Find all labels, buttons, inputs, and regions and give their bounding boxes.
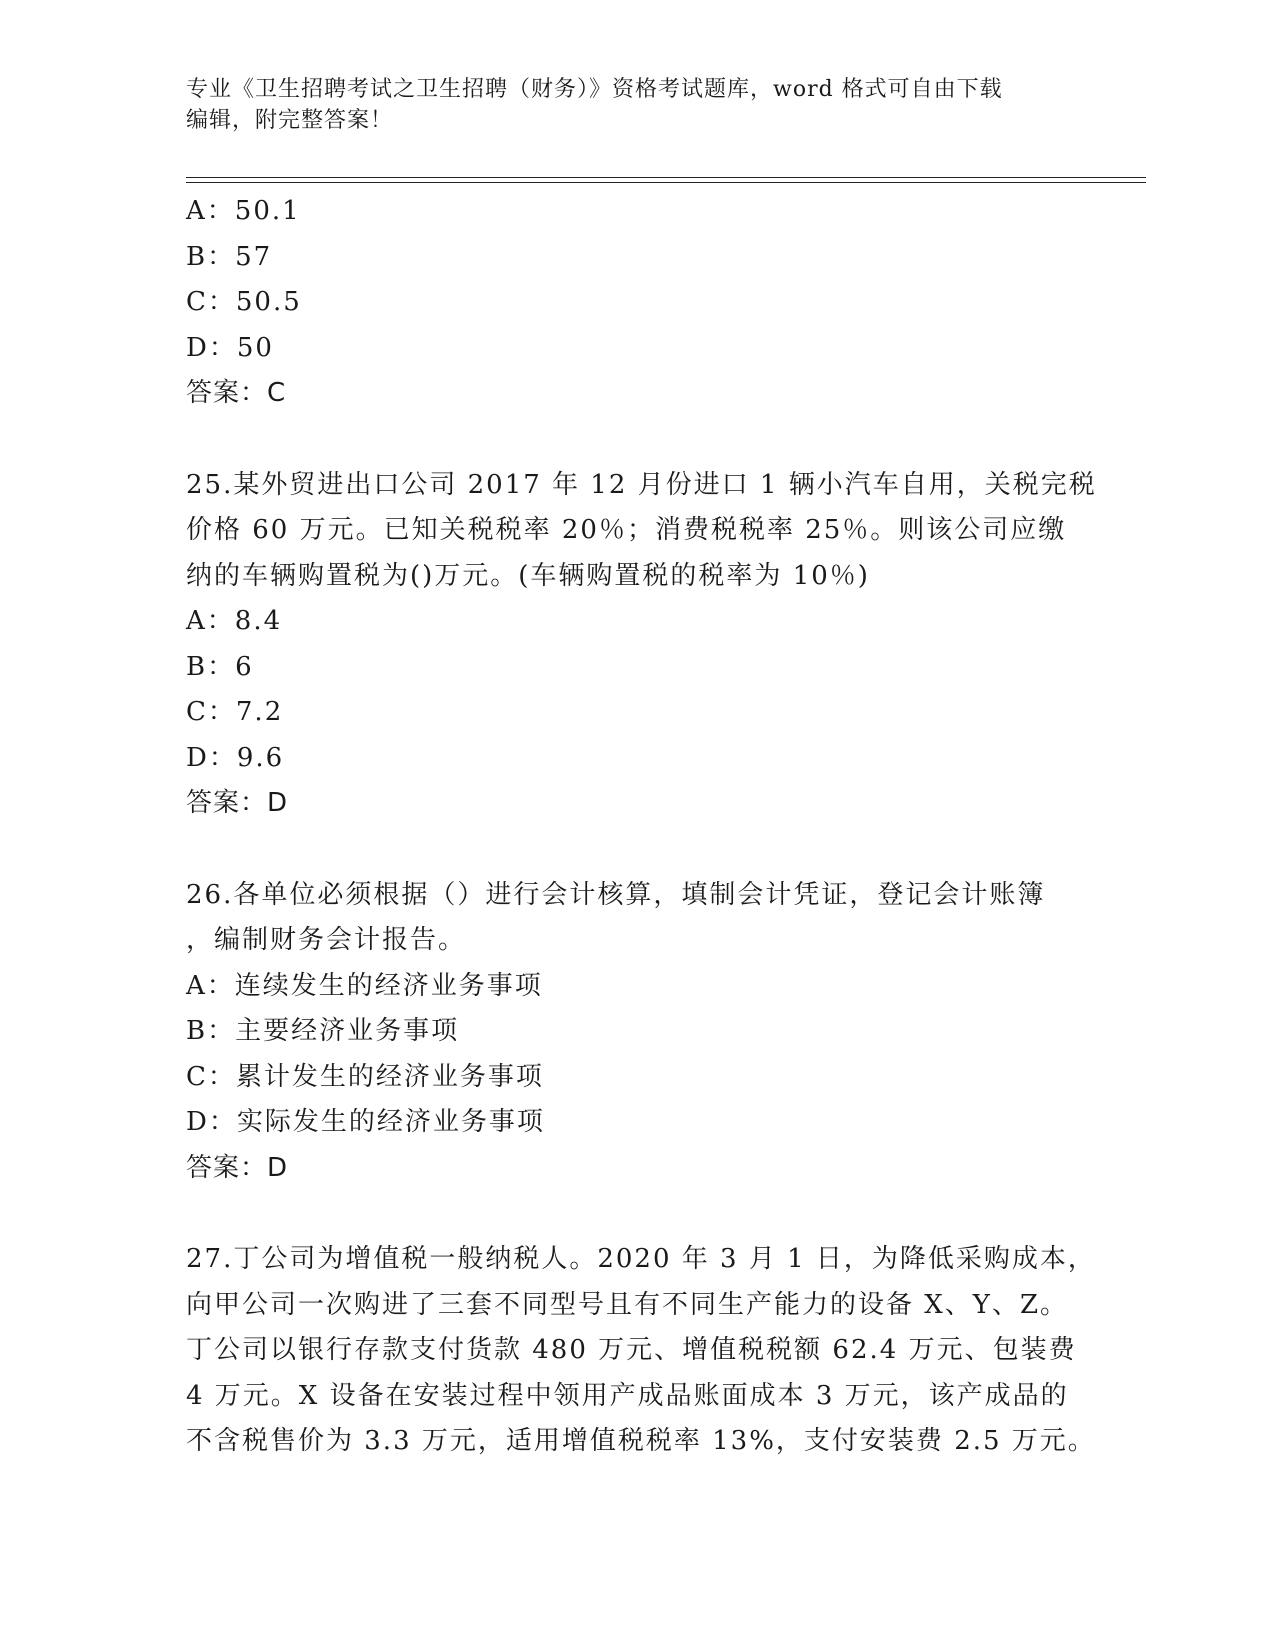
option-c: C：累计发生的经济业务事项 <box>186 1061 544 1092</box>
question-stem-line: 向甲公司一次购进了三套不同型号且有不同生产能力的设备 X、Y、Z。 <box>186 1289 1069 1320</box>
spacer <box>186 827 1066 873</box>
question-stem-line: 25.某外贸进出口公司 2017 年 12 月份进口 1 辆小汽车自用，关税完税 <box>186 469 1097 500</box>
question-stem-line: 纳的车辆购置税为()万元。(车辆购置税的税率为 10％) <box>186 560 870 591</box>
question-stem-line: 丁公司以银行存款支付货款 480 万元、增值税税额 62.4 万元、包装费 <box>186 1335 1077 1365</box>
question-25 <box>186 463 1097 827</box>
question-stem-line: 不含税售价为 3.3 万元，适用增值税税率 13%，支付安装费 2.5 万元。 <box>186 1426 1096 1456</box>
question-stem-line: 价格 60 万元。已知关税税率 20％；消费税税率 25％。则该公司应缴 <box>186 515 1067 545</box>
answer: 答案：D <box>186 788 289 818</box>
question-26 <box>186 873 1066 1192</box>
option-c: C：7.2 <box>186 697 284 727</box>
question-stem-line: 27.丁公司为增值税一般纳税人。2020 年 3 月 1 日，为降低采购成本， <box>186 1244 1096 1274</box>
question-24 <box>186 189 1066 417</box>
question-stem-line: 26.各单位必须根据（）进行会计核算，填制会计凭证，登记会计账簿 <box>186 879 1046 910</box>
question-stem-line: ，编制财务会计报告。 <box>186 925 467 955</box>
question-stem-line: 4 万元。X 设备在安装过程中领用产成品账面成本 3 万元，该产成品的 <box>186 1380 1069 1411</box>
document-header <box>186 74 1086 136</box>
spacer <box>186 417 1066 463</box>
option-c: C：50.5 <box>186 287 302 317</box>
header-line-2: 编辑，附完整答案！ <box>186 108 394 133</box>
option-d: D：实际发生的经济业务事项 <box>186 1107 545 1137</box>
answer: 答案：D <box>186 1152 289 1183</box>
answer: 答案：C <box>186 378 287 408</box>
question-27 <box>186 1237 1096 1465</box>
option-d: D：50 <box>186 332 274 363</box>
option-b: B：57 <box>186 241 273 272</box>
header-line-1: 专业《卫生招聘考试之卫生招聘（财务）》资格考试题库，word 格式可自由下载 <box>186 77 1003 102</box>
option-a: A：连续发生的经济业务事项 <box>186 970 543 1001</box>
option-d: D：9.6 <box>186 742 285 773</box>
option-a: A：50.1 <box>186 196 301 226</box>
option-a: A：8.4 <box>186 606 283 636</box>
spacer <box>186 1191 1066 1237</box>
option-b: B：6 <box>186 651 254 682</box>
option-b: B：主要经济业务事项 <box>186 1016 460 1046</box>
header-divider-bottom <box>186 182 1146 183</box>
header-divider-top <box>186 177 1146 178</box>
question-list <box>186 189 1097 1465</box>
